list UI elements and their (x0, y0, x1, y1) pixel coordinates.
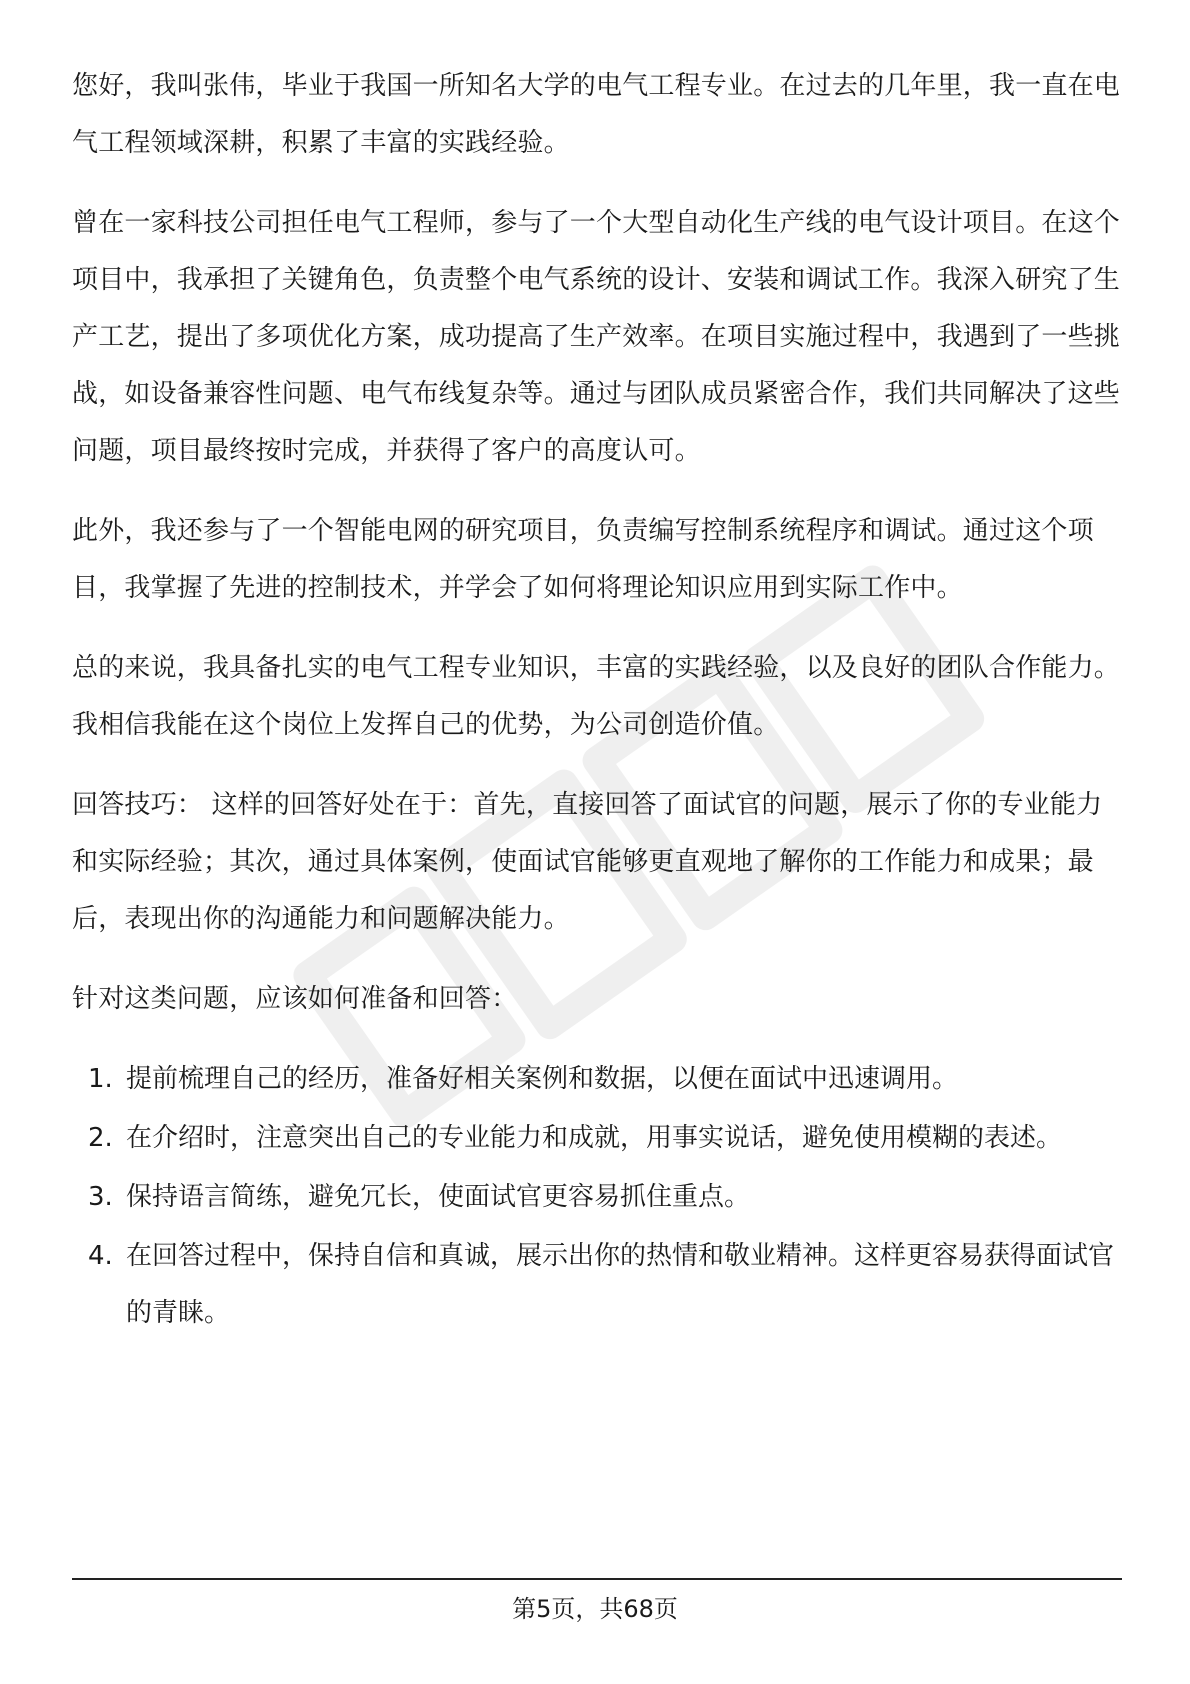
list-number: 2. (88, 1123, 113, 1153)
list-number: 1. (88, 1064, 113, 1094)
list-text: 在介绍时，注意突出自己的专业能力和成就，用事实说话，避免使用模糊的表述。 (126, 1123, 1063, 1153)
list-item (72, 1110, 1122, 1167)
list-item (72, 1051, 1122, 1108)
paragraph-summary: 总的来说，我具备扎实的电气工程专业知识，丰富的实践经验，以及良好的团队合作能力。我相信我能在这个岗位上发挥自己的优势，为公司创造价值。 (72, 653, 1121, 740)
list-text: 在回答过程中，保持自信和真诚，展示出你的热情和敬业精神。这样更容易获得面试官的青睐。 (126, 1241, 1115, 1328)
list-text: 保持语言简练，避免冗长，使面试官更容易抓住重点。 (126, 1182, 751, 1212)
paragraph-intro: 您好，我叫张伟，毕业于我国一所知名大学的电气工程专业。在过去的几年里，我一直在电气工程领域深耕，积累了丰富的实践经验。 (72, 71, 1121, 158)
list-number: 4. (88, 1241, 113, 1271)
page-number: 第5页，共68页 (512, 1595, 678, 1623)
paragraph-answer-tips: 回答技巧： 这样的回答好处在于：首先，直接回答了面试官的问题，展示了你的专业能力和实际经验；其次，通过具体案例，使面试官能够更直观地了解你的工作能力和成果；最后，表现出你的沟通能力和问题解决能力。 (72, 790, 1103, 934)
list-item (72, 1228, 1122, 1342)
list-number: 3. (88, 1182, 113, 1212)
list-text: 提前梳理自己的经历，准备好相关案例和数据，以便在面试中迅速调用。 (126, 1064, 959, 1094)
document-body (72, 58, 1122, 1344)
preparation-list (72, 1051, 1122, 1342)
list-item (72, 1169, 1122, 1226)
footer-divider (72, 1578, 1122, 1580)
paragraph-project-experience: 曾在一家科技公司担任电气工程师，参与了一个大型自动化生产线的电气设计项目。在这个项目中，我承担了关键角色，负责整个电气系统的设计、安装和调试工作。我深入研究了生产工艺，提出了多项优化方案，成功提高了生产效率。在项目实施过程中，我遇到了一些挑战，如设备兼容性问题、电气布线复杂等。通过与团队成员紧密合作，我们共同解决了这些问题，项目最终按时完成，并获得了客户的高度认可。 (72, 208, 1121, 466)
paragraph-smart-grid: 此外，我还参与了一个智能电网的研究项目，负责编写控制系统程序和调试。通过这个项目，我掌握了先进的控制技术，并学会了如何将理论知识应用到实际工作中。 (72, 516, 1094, 603)
paragraph-preparation-heading: 针对这类问题，应该如何准备和回答： (72, 984, 518, 1014)
